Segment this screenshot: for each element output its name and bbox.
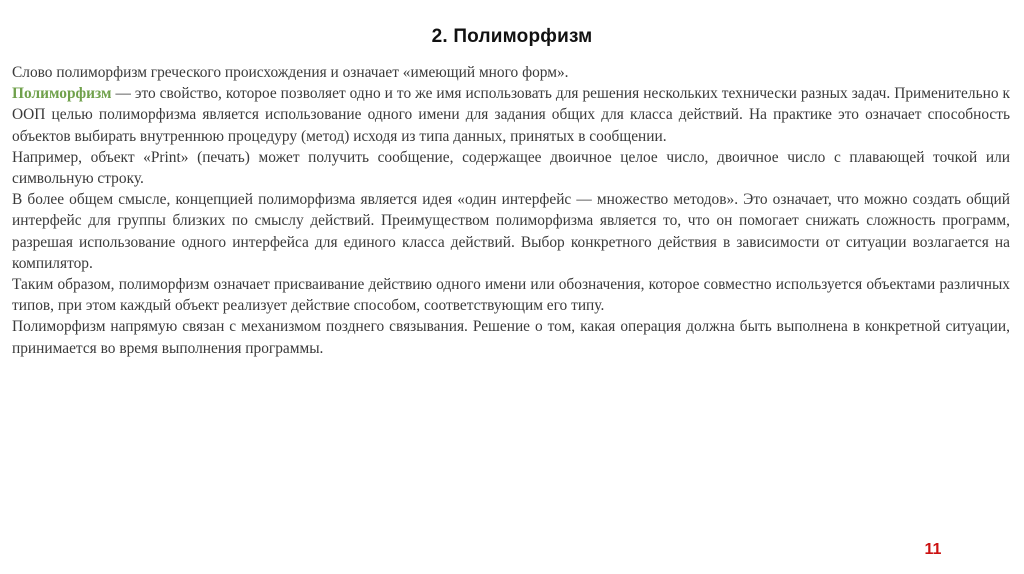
paragraph-definition	[12, 83, 1010, 147]
page-number: 11	[924, 541, 942, 558]
paragraph-general-meaning: В более общем смысле, концепцией полиморфизма является идея «один интерфейс — множество методов». Это означает, что можно создать общий интерфейс для группы близких по смыслу действий. Преимуществом полиморфизма является то, что он помогает снижать сложность программ, разрешая использование одного интерфейса для единого класса действий. Выбор конкретного действия в зависимости от ситуации возлагается на компилятор.	[12, 191, 1010, 272]
highlighted-term: Полиморфизм	[12, 85, 112, 103]
paragraph-example: Например, объект «Print» (печать) может получить сообщение, содержащее двоичное целое число, двоичное число с плавающей точкой или символьную строку.	[12, 148, 1010, 188]
slide-title: 2. Полиморфизм	[431, 26, 593, 47]
definition-text: — это свойство, которое позволяет одно и то же имя использовать для решения нескольких технически разных задач. Применительно к ООП целью полиморфизма является использование одного имени для задания общих для класса действий. На практике это означает способность объектов выбирать внутреннюю процедуру (метод) исходя из типа данных, принятых в сообщении.	[12, 85, 1010, 145]
paragraph-intro: Слово полиморфизм греческого происхождения и означает «имеющий много форм».	[12, 64, 569, 81]
paragraph-summary: Таким образом, полиморфизм означает присваивание действию одного имени или обозначения, которое совместно используется объектами различных типов, при этом каждый объект реализует действие способом, соответствующим его типу.	[12, 276, 1010, 315]
paragraph-late-binding: Полиморфизм напрямую связан с механизмом позднего связывания. Решение о том, какая операция должна быть выполнена в конкретной ситуации, принимается во время выполнения программы.	[12, 318, 1010, 357]
slide-content	[12, 62, 1010, 359]
